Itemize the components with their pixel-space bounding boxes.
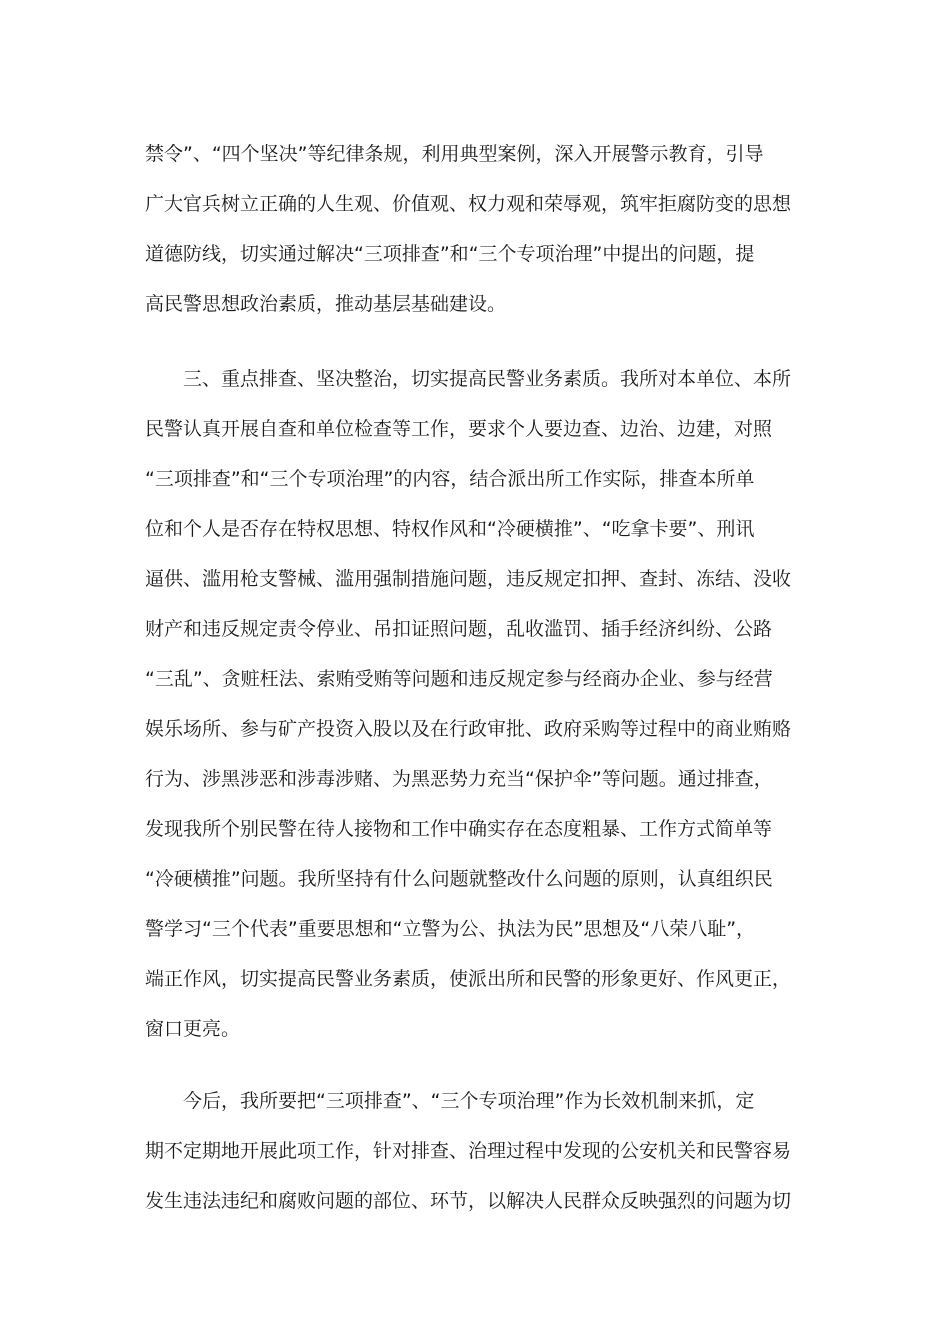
text-line: 三、重点排查、坚决整治，切实提高民警业务素质。我所对本单位、本所 <box>183 368 792 390</box>
text-line: 广大官兵树立正确的人生观、价值观、权力观和荣辱观，筑牢拒腐防变的思想 <box>145 193 792 215</box>
text-line: 娱乐场所、参与矿产投资入股以及在行政审批、政府采购等过程中的商业贿赂 <box>145 718 792 740</box>
text-line: “三项排查”和“三个专项治理”的内容，结合派出所工作实际，排查本所单 <box>145 468 755 490</box>
text-line: “冷硬横推”问题。我所坚持有什么问题就整改什么问题的原则，认真组织民 <box>145 868 773 890</box>
text-line: 今后，我所要把“三项排查”、“三个专项治理”作为长效机制来抓，定 <box>183 1090 755 1112</box>
text-line: 道德防线，切实通过解决“三项排查”和“三个专项治理”中提出的问题，提 <box>145 243 755 265</box>
text-line: 位和个人是否存在特权思想、特权作风和“冷硬横推”、“吃拿卡要”、刑讯 <box>145 518 755 540</box>
text-line: 禁令”、“四个坚决”等纪律条规，利用典型案例，深入开展警示教育，引导 <box>145 143 764 165</box>
text-line: 发生违法违纪和腐败问题的部位、环节，以解决人民群众反映强烈的问题为切 <box>145 1190 792 1212</box>
text-line: 期不定期地开展此项工作，针对排查、治理过程中发现的公安机关和民警容易 <box>145 1140 792 1162</box>
paragraph-3 <box>145 1076 805 1226</box>
text-line: 窗口更亮。 <box>145 1018 241 1040</box>
paragraph-1 <box>145 129 805 329</box>
text-line: 端正作风，切实提高民警业务素质，使派出所和民警的形象更好、作风更正， <box>145 968 792 990</box>
text-line: 行为、涉黑涉恶和涉毒涉赌、为黑恶势力充当“保护伞”等问题。通过排查， <box>145 768 773 790</box>
text-line: “三乱”、贪赃枉法、索贿受贿等问题和违反规定参与经商办企业、参与经营 <box>145 668 773 690</box>
paragraph-2 <box>145 354 805 1054</box>
text-line: 逼供、滥用枪支警械、滥用强制措施问题，违反规定扣押、查封、冻结、没收 <box>145 568 792 590</box>
text-line: 警学习“三个代表”重要思想和“立警为公、执法为民”思想及“八荣八耻”， <box>145 918 756 940</box>
text-line: 高民警思想政治素质，推动基层基础建设。 <box>145 293 507 315</box>
text-line: 财产和违反规定责令停业、吊扣证照问题，乱收滥罚、插手经济纠纷、公路 <box>145 618 773 640</box>
text-line: 民警认真开展自查和单位检查等工作，要求个人要边查、边治、边建，对照 <box>145 418 773 440</box>
text-line: 发现我所个别民警在待人接物和工作中确实存在态度粗暴、工作方式简单等 <box>145 818 773 840</box>
